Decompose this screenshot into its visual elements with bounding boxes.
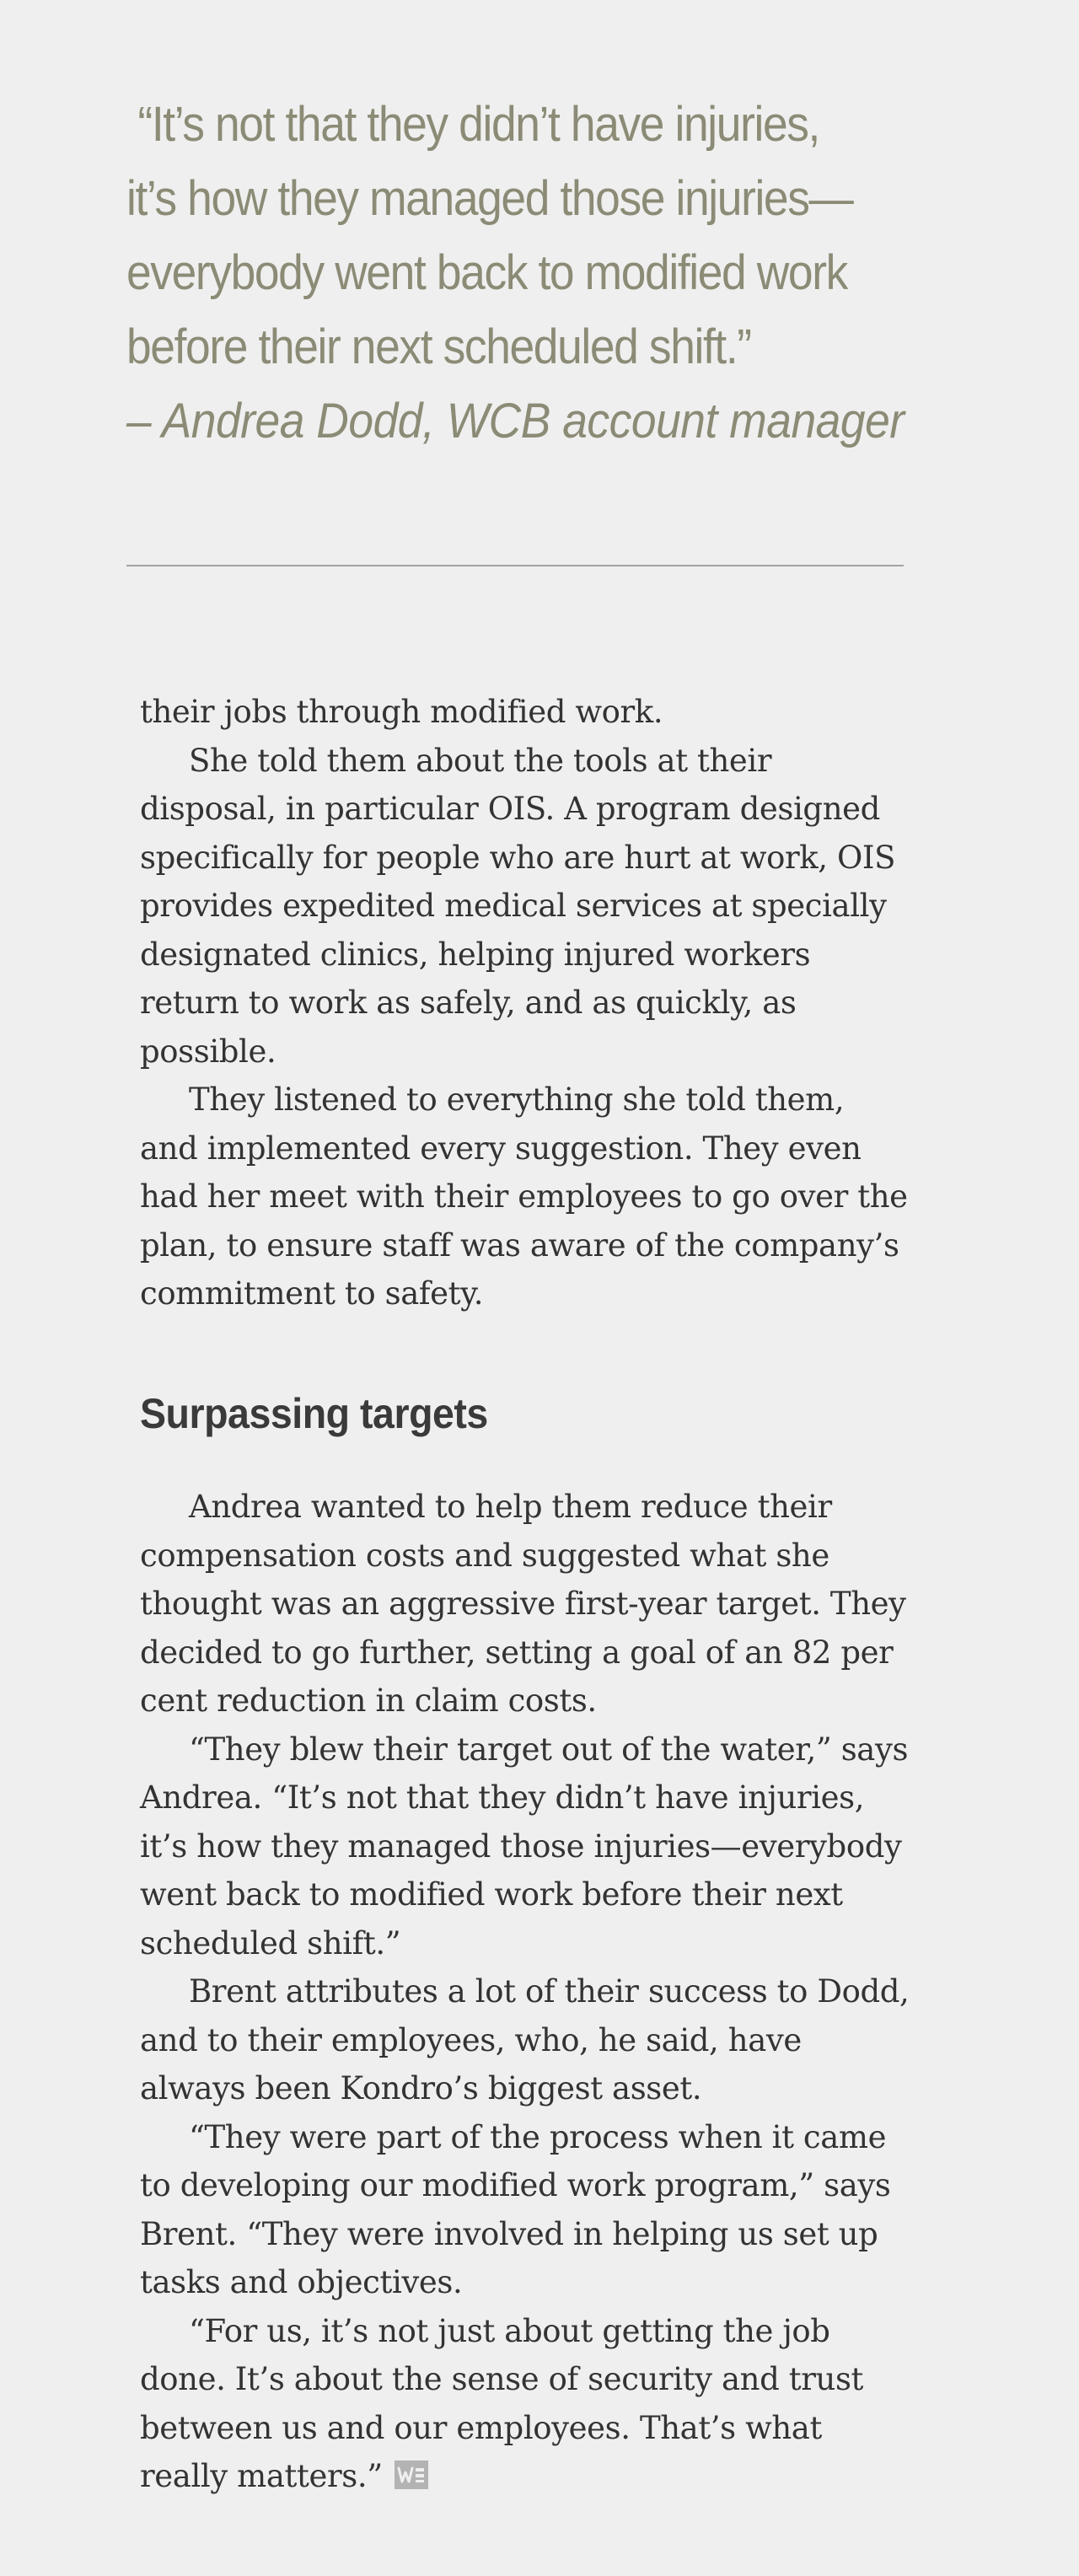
pull-quote-line: everybody went back to modified work [126,245,847,300]
body-line: tasks and objectives. [140,2264,463,2300]
body-line: decided to go further, setting a goal of an 82 per [140,1634,894,1671]
pull-quote-line: before their next scheduled shift.” [126,319,751,374]
body-line: provides expedited medical services at specially [140,888,887,924]
body-line: possible. [140,1033,276,1070]
body-line [140,2452,899,2501]
body-line: their jobs through modified work. [140,694,663,730]
body-line: between us and our employees. That’s what [140,2409,822,2446]
body-line: specifically for people who are hurt at work, OIS [140,839,896,876]
body-line: done. It’s about the sense of security and trust [140,2361,863,2397]
body-line: commitment to safety. [140,1275,484,1312]
body-line: went back to modified work before their next [140,1876,843,1913]
body-line: disposal, in particular OIS. A program designed [140,791,880,827]
body-line: had her meet with their employees to go over the [140,1178,908,1215]
body-line: and to their employees, who, he said, have [140,2021,802,2058]
wcb-logo-icon [395,2461,428,2489]
body-line: “They were part of the process when it came [189,2118,887,2155]
body-line: “For us, it’s not just about getting the job [189,2312,830,2349]
body-line: “They blew their target out of the water,” says [189,1731,909,1768]
body-line: She told them about the tools at their [189,742,772,779]
pull-quote-attribution: – Andrea Dodd, WCB account manager [126,394,905,448]
body-line: always been Kondro’s biggest asset. [140,2070,702,2106]
body-line: compensation costs and suggested what she [140,1537,829,1574]
section-divider [126,565,904,566]
body-line: return to work as safely, and as quickly, as [140,985,797,1021]
pull-quote-line: “It’s not that they didn’t have injuries, [126,97,819,152]
body-line: Brent. “They were involved in helping us set up [140,2215,878,2252]
body-line: to developing our modified work program,” says [140,2167,891,2203]
body-line: cent reduction in claim costs. [140,1682,597,1719]
body-line: and implemented every suggestion. They even [140,1130,862,1167]
pull-quote-line: it’s how they managed those injuries— [126,171,853,226]
body-line: designated clinics, helping injured workers [140,936,811,973]
body-line: scheduled shift.” [140,1924,401,1962]
article-body-section-1 [140,688,908,1318]
body-line: They listened to everything she told them, [189,1081,845,1118]
body-line-text: really matters.” [140,2458,383,2494]
body-line: thought was an aggressive first-year target. They [140,1586,906,1622]
pull-quote [126,88,917,459]
article-body-section-2 [140,1483,910,2501]
section-heading: Surpassing targets [140,1390,488,1437]
body-line: Brent attributes a lot of their success to Dodd, [189,1973,910,2010]
body-line: Andrea wanted to help them reduce their [189,1489,832,1525]
body-line: Andrea. “It’s not that they didn’t have injuries, [140,1779,865,1816]
body-line: it’s how they managed those injuries—everybody [140,1827,902,1865]
body-line: plan, to ensure staff was aware of the company’s [140,1226,899,1264]
